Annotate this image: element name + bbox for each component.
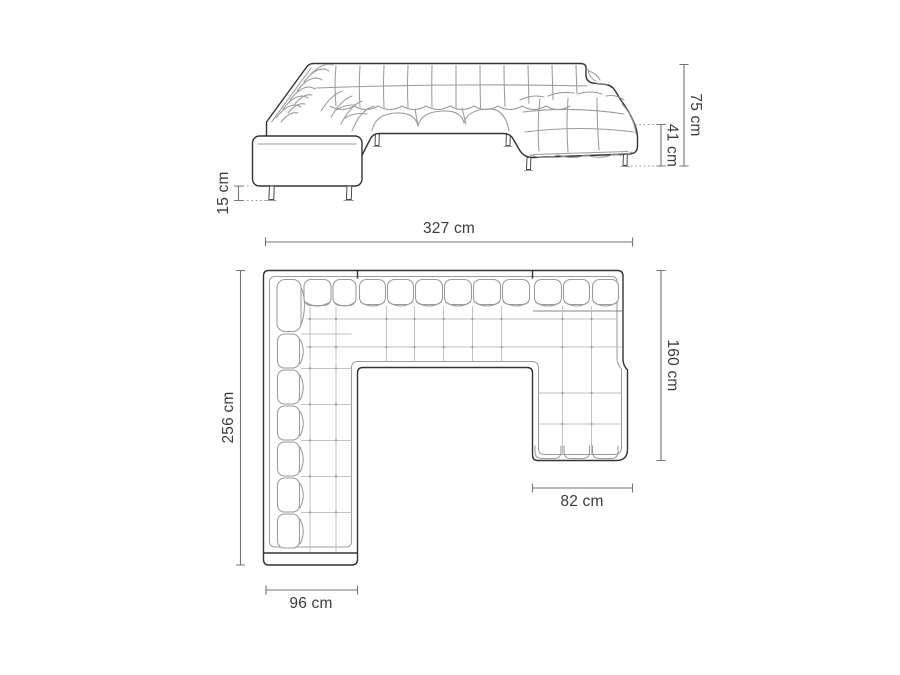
top-plan-view — [220, 220, 681, 612]
dim-label-total-height: 75 cm — [686, 93, 704, 137]
dim-left-arm-width — [266, 586, 358, 613]
dim-total-height — [680, 65, 704, 167]
dim-seat-height — [631, 124, 680, 167]
dim-label-chaise-width: 82 cm — [560, 493, 604, 510]
plan-outline — [264, 271, 628, 566]
dim-right-depth — [657, 271, 681, 461]
dim-label-leg-height: 15 cm — [215, 171, 233, 215]
dim-chaise-width — [533, 484, 633, 511]
dim-label-right-depth: 160 cm — [663, 339, 681, 392]
dim-label-left-depth: 256 cm — [220, 391, 238, 444]
dim-label-total-width: 327 cm — [422, 220, 476, 237]
dim-total-width — [266, 220, 633, 247]
dim-label-left-arm-width: 96 cm — [289, 595, 333, 612]
sofa-front-drawing — [253, 64, 638, 201]
dim-label-seat-height: 41 cm — [663, 123, 681, 168]
sofa-plan-drawing — [264, 271, 628, 566]
front-elevation-view — [215, 64, 704, 215]
dim-left-depth — [220, 271, 245, 566]
sofa-leg — [375, 134, 379, 146]
